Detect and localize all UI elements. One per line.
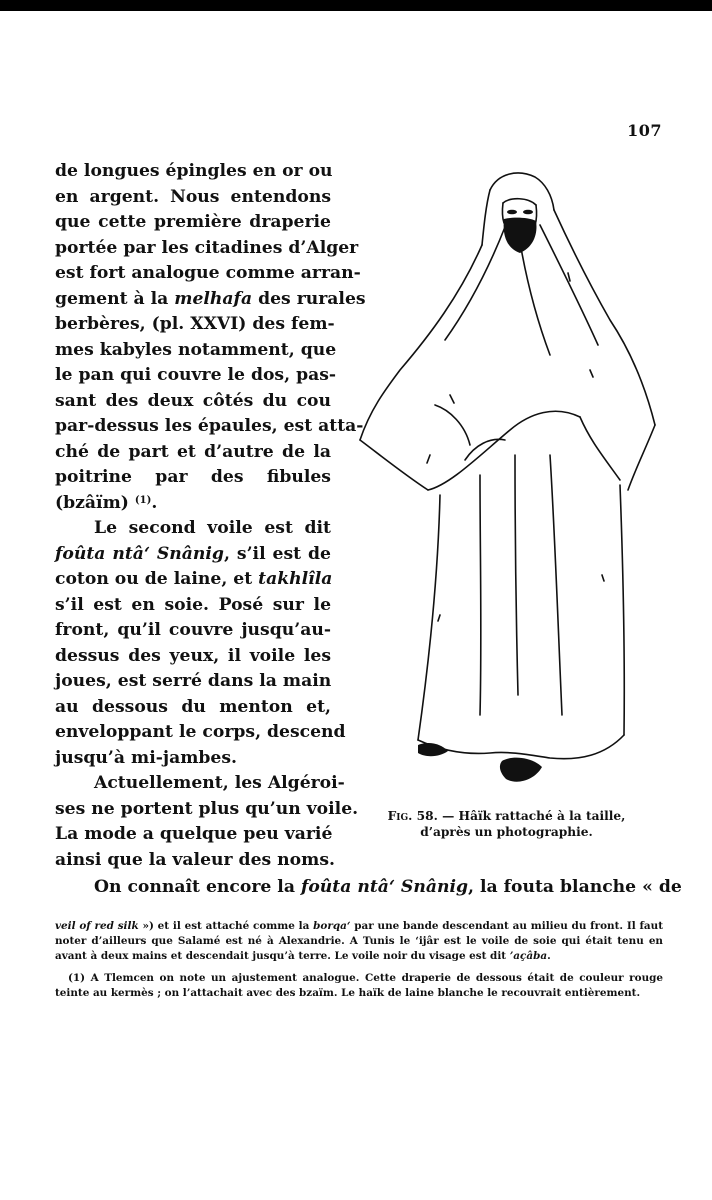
page-number: 107 (627, 121, 662, 140)
text-line: coton ou de laine, et takhlîla (55, 569, 333, 589)
footnotes (55, 919, 663, 1001)
text-line: berbères, (pl. XXVI) des fem- (55, 314, 335, 334)
text-line: le pan qui couvre le dos, pas- (55, 365, 337, 385)
text-line: mes kabyles notamment, que (55, 339, 337, 360)
text-line: en argent. Nous entendons (55, 186, 331, 207)
footnote-gap (55, 964, 663, 971)
footnote-1-line: teinte au kermès ; on l’attachait avec des bzaïm. Le haïk de laine blanche le recouvrait entièrement. (55, 987, 641, 999)
text-line: ainsi que la valeur des noms. (55, 849, 335, 870)
text-line: La mode a quelque peu varié (55, 824, 333, 844)
text-line: ses ne portent plus qu’un voile. (55, 798, 359, 819)
text-line: jusqu’à mi-jambes. (55, 747, 238, 768)
figure-caption (344, 808, 669, 840)
veiled-woman-illustration (340, 155, 670, 805)
footnote-continuation-line: avant à deux mains et descendait jusqu’à terre. Le voile noir du visage est dit ’açâba. (55, 950, 551, 962)
text-line: Actuellement, les Algéroi- (94, 773, 345, 793)
full-width-text-line: On connaît encore la foûta ntâ‘ Snânig, la fouta blanche « de (94, 877, 682, 897)
text-line: portée par les citadines d’Alger (55, 237, 359, 258)
top-bar (0, 0, 712, 11)
text-line: (bzâïm) $^{(1)}$. (55, 492, 158, 513)
caption-line-1: — Hâïk rattaché à la taille, (442, 809, 626, 823)
text-line: que cette première draperie (55, 212, 331, 232)
text-line: est fort analogue comme arran- (55, 263, 361, 283)
footnote-continuation-line: noter d’ailleurs que Salamé est né à Alexandrie. A Tunis le ‘ijâr est le voile de soie qui était tenu en (55, 935, 663, 947)
main-text-column (55, 159, 366, 873)
text-line: par-dessus les épaules, est atta- (55, 416, 364, 436)
text-line: dessus des yeux, il voile les (55, 645, 331, 666)
text-line: enveloppant le corps, descend (55, 722, 346, 742)
text-line: sant des deux côtés du cou (55, 390, 331, 411)
text-line: foûta ntâ‘ Snânig, s’il est de (55, 543, 331, 564)
text-line: ché de part et d’autre de la (55, 441, 331, 462)
text-line: s’il est en soie. Posé sur le (55, 594, 331, 615)
caption-line-2: d’après un photographie. (420, 825, 593, 839)
text-line: gement à la melhafa des rurales (55, 288, 366, 309)
text-line: joues, est serré dans la main (55, 671, 332, 691)
text-line: de longues épingles en or ou (55, 161, 333, 181)
text-line: au dessous du menton et, (55, 696, 331, 717)
figure-label: Fig. 58. (387, 809, 438, 823)
footnote-continuation-line: veil of red silk ») et il est attaché comme la borqa‘ par une bande descendant au milieu du front. Il faut (55, 920, 663, 932)
text-line: Le second voile est dit (94, 518, 331, 538)
footnote-1-line: (1) A Tlemcen on note un ajustement analogue. Cette draperie de dessous était de couleur rouge (68, 972, 663, 984)
text-line: poitrine par des fibules (55, 467, 331, 487)
text-line: front, qu’il couvre jusqu’au- (55, 620, 331, 640)
